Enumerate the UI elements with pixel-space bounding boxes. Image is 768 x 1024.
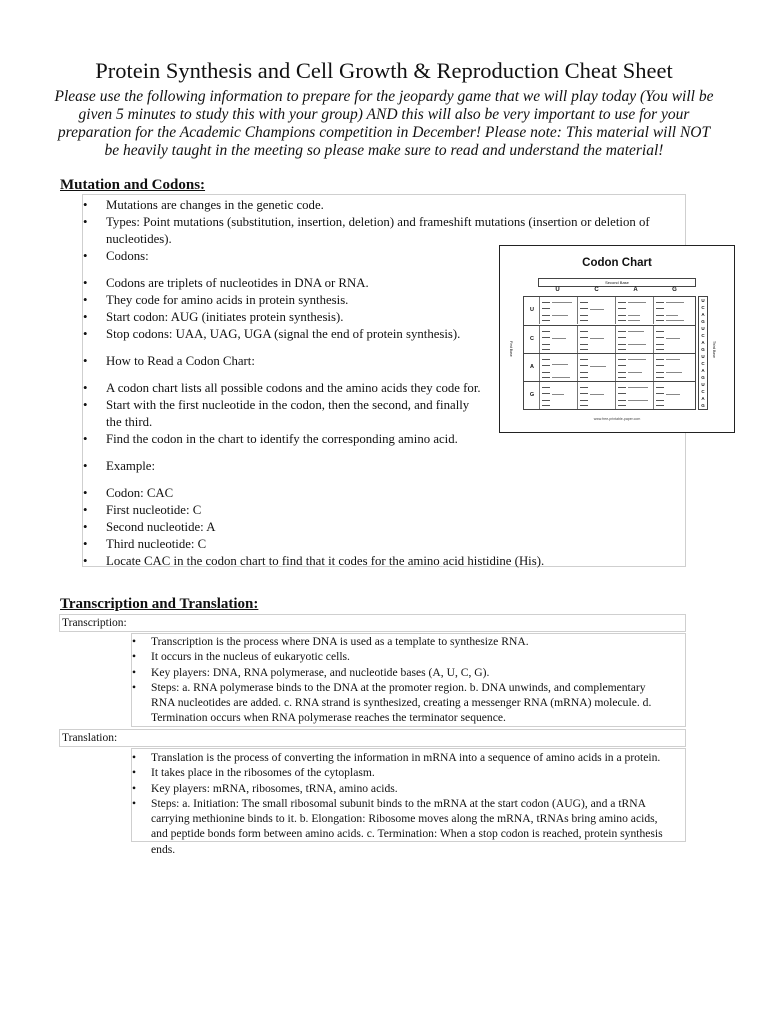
row-label-c: C xyxy=(530,336,534,342)
example-heading-list xyxy=(83,458,683,475)
list-item: • Stop codons: UAA, UAG, UGA (signal the end of protein synthesis). xyxy=(83,326,683,343)
page-title: Protein Synthesis and Cell Growth & Reproduction Cheat Sheet xyxy=(95,58,673,83)
third-base-label: Third Base xyxy=(712,341,716,358)
codon-row xyxy=(524,325,695,353)
list-item: • Steps: a. Initiation: The small ribosomal subunit binds to the mRNA at the start codon (AUG), and a tRNA carrying methionine binds to it. b. Elongation: Ribosome moves along the mRNA, tRNAs bring amino acids, and peptide bonds form between amino acids. c. Termination: When a stop codon is reached, protein synthesis ends. xyxy=(132,796,677,857)
translation-label: Translation: xyxy=(62,732,118,744)
list-item: • Translation is the process of converting the information in mRNA into a sequence of amino acids in a protein. xyxy=(132,750,677,765)
list-item: • Second nucleotide: A xyxy=(83,519,683,536)
list-item: • Example: xyxy=(83,458,683,475)
tt-heading: Transcription and Translation: xyxy=(60,596,259,612)
column-label-g: G xyxy=(672,287,677,293)
list-item: • Codons are triplets of nucleotides in DNA or RNA. xyxy=(83,275,683,292)
mutation-heading: Mutation and Codons: xyxy=(60,177,206,193)
list-item: • Start codon: AUG (initiates protein synthesis). xyxy=(83,309,683,326)
list-item: • Start with the first nucleotide in the codon, then the second, and finally the third. xyxy=(83,397,483,431)
column-label-u: U xyxy=(555,287,560,293)
row-label-u: U xyxy=(530,307,534,313)
list-item: • First nucleotide: C xyxy=(83,502,683,519)
list-item: • A codon chart lists all possible codons and the amino acids they code for. xyxy=(83,380,483,397)
second-base-label: Second Base xyxy=(538,278,696,287)
list-item: • Mutations are changes in the genetic code. xyxy=(83,197,683,214)
codon-chart-image xyxy=(499,245,735,433)
transcription-label-box xyxy=(59,614,686,632)
transcription-label: Transcription: xyxy=(62,617,127,629)
list-item: • Transcription is the process where DNA is used as a template to synthesize RNA. xyxy=(132,634,672,649)
translation-label-box xyxy=(59,729,686,747)
list-item: • Key players: DNA, RNA polymerase, and nucleotide bases (A, U, C, G). xyxy=(132,665,672,680)
list-item: • Steps: a. RNA polymerase binds to the DNA at the promoter region. b. DNA unwinds, and complementary RNA nucleotides are added. c. RNA strand is synthesized, creating a messenger RNA (mRNA) molecule. d. Termination occurs when RNA polymerase reaches the terminator sequence. xyxy=(132,680,672,726)
first-base-label: First Base xyxy=(509,341,513,357)
codon-row xyxy=(524,353,695,381)
intro-paragraph: Please use the following information to prepare for the jeopardy game that we will play today (You will be given 5 minutes to study this with your group) AND this will also be very important to use for your preparation for the Academic Champions competition in December! Please note: This material will NOT be heavily taught in the meeting so please make sure to read and understand the material! xyxy=(54,88,714,159)
list-item: • It occurs in the nucleus of eukaryotic cells. xyxy=(132,649,672,664)
list-item: • They code for amino acids in protein synthesis. xyxy=(83,292,683,309)
row-label-g: G xyxy=(529,392,535,398)
codon-row xyxy=(524,297,695,325)
codon-grid xyxy=(523,296,696,410)
list-item: • It takes place in the ribosomes of the cytoplasm. xyxy=(132,765,677,780)
column-label-c: C xyxy=(594,287,599,293)
list-item: • Locate CAC in the codon chart to find that it codes for the amino acid histidine (His). xyxy=(83,553,683,570)
codon-row xyxy=(524,381,695,409)
transcription-list xyxy=(132,634,672,726)
third-base-column: U C A G U C A G U C A G U C A G xyxy=(698,296,708,410)
codon-chart-footer: www.free-printable-paper.com xyxy=(593,417,641,421)
codon-chart-title: Codon Chart xyxy=(582,257,652,269)
translation-box xyxy=(131,748,686,856)
list-item: • How to Read a Codon Chart: xyxy=(83,353,683,370)
row-label-a: A xyxy=(530,364,534,370)
transcription-box xyxy=(131,633,686,727)
list-item: • Codon: CAC xyxy=(83,485,683,502)
column-label-a: A xyxy=(633,287,638,293)
list-item: • Third nucleotide: C xyxy=(83,536,683,553)
list-item: • Key players: mRNA, ribosomes, tRNA, amino acids. xyxy=(132,781,677,796)
list-item: • Find the codon in the chart to identify the corresponding amino acid. xyxy=(83,431,483,448)
list-item: • Codons: xyxy=(83,248,683,265)
list-item: • Types: Point mutations (substitution, insertion, deletion) and frameshift mutations (insertion or deletion of nucleotides). xyxy=(83,214,683,248)
example-list xyxy=(83,485,683,570)
codon-chart-steps-list xyxy=(83,380,483,448)
translation-list xyxy=(132,750,677,857)
